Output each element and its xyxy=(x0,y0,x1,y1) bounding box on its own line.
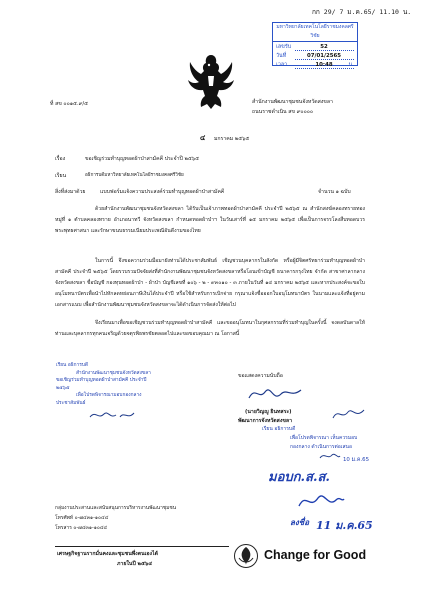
sender-address: ถนนราชดำเนิน สข ๙๐๐๐๐ xyxy=(252,109,314,115)
routing-note-line-3: ขอเชิญร่วมทำบุญทอดผ้าป่าสามัคคี ประจำปี xyxy=(56,378,147,384)
receipt-date-value: 07/01/2565 xyxy=(307,53,341,59)
receipt-stamp xyxy=(272,22,358,66)
subject-label: เรื่อง xyxy=(55,156,66,162)
footer-fax: โทรสาร ๐-๗๔๓๑-๑๐๔๔ xyxy=(55,525,108,531)
director-signature-icon xyxy=(245,382,305,404)
routing-note-line-4: ๒๕๖๕ xyxy=(56,385,70,391)
to-label: เรียน xyxy=(55,173,67,179)
footer-banner-line-1: เศรษฐกิจฐานรากมั่นคงและชุมชนพึ่งตนเองได้ xyxy=(57,551,159,557)
footer-banner-line-2: ภายในปี ๒๕๖๔ xyxy=(117,561,153,567)
receipt-note: กก 29/ 7 ม.ค.65/ 11.10 น. xyxy=(312,8,412,16)
receipt-number-label: เลขรับ xyxy=(276,44,292,50)
routing-note-line-1: เรียน อธิการบดี xyxy=(56,363,88,368)
change-for-good-brand: Change for Good xyxy=(264,548,367,562)
receipt-date-label: วันที่ xyxy=(276,53,287,59)
routing-note-line-6: ประชาสัมพันธ์ xyxy=(56,400,86,406)
right-note-line-1: เรียน อธิการบดี xyxy=(262,426,296,432)
date-day: ๔ xyxy=(200,134,206,142)
routing-signature-icon xyxy=(88,408,138,422)
receipt-time-value: 10:48 xyxy=(315,62,333,68)
receipt-time-suffix: น. xyxy=(348,62,354,68)
enclosure-label: สิ่งที่ส่งมาด้วย xyxy=(55,189,86,195)
body-paragraph-2: ในการนี้ จึงขอความร่วมมือมายังท่านได้ประชาสัมพันธ์ เชิญชวนบุคลากรในสังกัด หรือผู้มีจิตศรัทธาร่วมทำบุญทอดผ้าป่าสามัคคี ประจำปี ๒๕๖๕ โดยรวบรวมปัจจัยส่งที่สำนักงานพัฒนาชุมชนจังหวัดสงขลาหรือโอนเข้าบัญชี ธนาคารกรุงไทย จำกัด สาขาศาลากลางจังหวัดสงขลา ชื่อบัญชี กองทุนทอดผ้าป่า - ผ้าป่า บัญชีเลขที่ ๑๐๖ - ๒ - ๙๓๐๑๐ - ๓ ภายในวันที่ ๑๔ มกราคม ๒๕๖๕ และหากประสงค์จะขอใบอนุโมทนาบัตรเพื่อนำไปหักลดหย่อนภาษีเงินได้ประจำปี หรือใช้สำหรับการเบิกจ่าย กรุณาแจ้งชื่อออกใบอนุโมทนาบัตร ในนามและแจ้งที่อยู่ตามเอกสารแนบ เพื่อสำนักงานพัฒนาชุมชนจังหวัดสงขลาจะได้ดำเนินการจัดส่งให้ต่อไป xyxy=(55,258,365,308)
handwritten-assignment: มอบก.ส.ส. xyxy=(268,470,330,485)
closing-text: ขอแสดงความนับถือ xyxy=(238,373,283,379)
body-paragraph-1: ด้วยสำนักงานพัฒนาชุมชนจังหวัดสงขลา ได้รับเป็นเจ้าภาพทอดผ้าป่าสามัคคี ประจำปี ๒๕๖๕ ณ สำนักสงฆ์คลองทรายทอง หมู่ที่ ๑ ตำบลคลองทราย อำเภอนาทวี จังหวัดสงขลา กำหนดทอดผ้าป่าฯ ในวันเสาร์ที่ ๑๕ มกราคม ๒๕๖๕ เพื่อเป็นการจรรโลงสืบทอดบวรพระพุทธศาสนา และรักษาขนบธรรมเนียมประเพณีอันดีงามของไทย xyxy=(55,206,365,234)
signatory-name: (นายวิญญู ยินทสระ) xyxy=(245,409,292,415)
handwritten-date: 11 ม.ค.65 xyxy=(316,519,373,532)
footer-phone: โทรศัพท์ ๐-๗๔๓๑-๑๐๔๔ xyxy=(55,515,109,521)
enclosure-quantity: จำนวน ๑ ฉบับ xyxy=(318,189,351,195)
document-number: ที่ สข ๐๐๑๕.๙/๕ xyxy=(50,101,89,107)
routing-note-line-2: สำนักงานพัฒนาชุมชนจังหวัดสงขลา xyxy=(76,370,151,376)
enclosure-text: แบบฟอร์มแจ้งความประสงค์ร่วมทำบุญทอดผ้าป่าสามัคคี xyxy=(100,189,225,195)
handwritten-signature-label: ลงชื่อ xyxy=(290,517,310,527)
right-note-line-3: กองกลาง ดำเนินการต่อเสนอ xyxy=(290,444,352,450)
routing-note xyxy=(56,362,151,408)
receipt-number-value: 52 xyxy=(320,44,328,50)
right-note-line-2: เพื่อโปรดพิจารณา เห็นควรมอบ xyxy=(290,435,358,441)
receipt-stamp-title: มหาวิทยาลัยเทคโนโลยีราชมงคลศรีวิชัย xyxy=(273,23,357,42)
sender-office: สำนักงานพัฒนาชุมชนจังหวัดสงขลา xyxy=(252,99,333,105)
right-note-initial-icon xyxy=(318,450,342,462)
footer-group: กลุ่มงานประสานและสนับสนุนการบริหารงานพัฒนาชุมชน xyxy=(55,505,177,511)
footer-banner xyxy=(55,546,229,573)
right-note xyxy=(262,425,357,452)
receipt-time-label: เวลา xyxy=(276,62,288,68)
handwritten-signature-icon xyxy=(296,490,346,512)
routing-note-line-5: เพื่อโปรดพิจารณามอบกองกลาง xyxy=(76,393,142,399)
note-signature-icon xyxy=(330,404,370,424)
signatory-position: พัฒนาการจังหวัดสงขลา xyxy=(238,418,293,424)
subject-text: ขอเชิญร่วมทำบุญทอดผ้าป่าสามัคคี ประจำปี ๒๕๖๕ xyxy=(85,156,200,162)
right-note-date: 10 ม.ค.65 xyxy=(343,457,370,463)
body-paragraph-3: จึงเรียนมาเพื่อขอเชิญชวนร่วมทำบุญทอดผ้าป่าสามัคคี และขออนุโมทนาในกุศลกรรมที่ร่วมทำบุญในครั้งนี้ จงดลบันดาลให้ท่านและบุคลากรทุกคนเจริญด้วยจตุรพิธพรชัยตลอดไปและขอขอบคุณมา ณ โอกาสนี้ xyxy=(55,320,365,337)
to-text: อธิการบดีมหาวิทยาลัยเทคโนโลยีราชมงคลศรีวิชัย xyxy=(85,173,184,178)
cdd-logo-icon xyxy=(233,543,259,569)
garuda-emblem-icon xyxy=(185,52,237,112)
date-month-year: มกราคม ๒๕๖๕ xyxy=(214,136,250,142)
